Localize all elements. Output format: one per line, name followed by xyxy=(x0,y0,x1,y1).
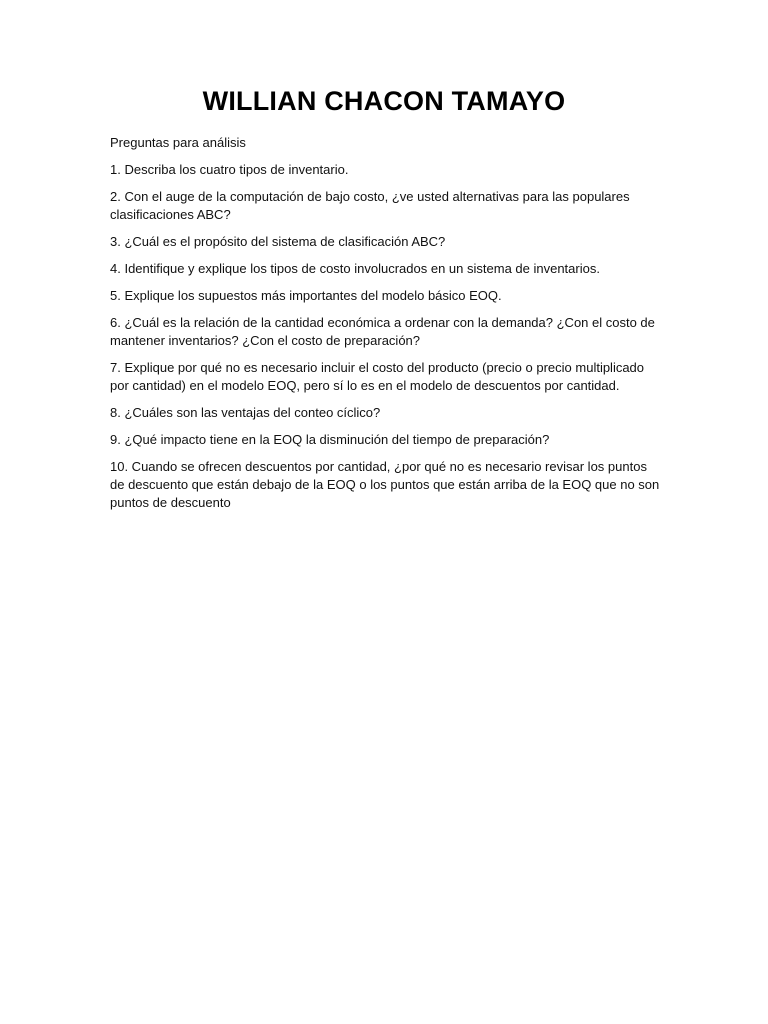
question-6: 6. ¿Cuál es la relación de la cantidad económica a ordenar con la demanda? ¿Con el costo de mantener inventarios? ¿Con el costo de preparación? xyxy=(110,315,655,348)
question-5: 5. Explique los supuestos más importantes del modelo básico EOQ. xyxy=(110,288,502,303)
question-7: 7. Explique por qué no es necesario incluir el costo del producto (precio o precio multiplicado por cantidad) en el modelo EOQ, pero sí lo es en el modelo de descuentos por cantidad. xyxy=(110,360,645,393)
question-2: 2. Con el auge de la computación de bajo costo, ¿ve usted alternativas para las populares clasificaciones ABC? xyxy=(110,189,630,222)
document-body xyxy=(110,134,660,521)
question-3: 3. ¿Cuál es el propósito del sistema de clasificación ABC? xyxy=(110,234,446,249)
question-10: 10. Cuando se ofrecen descuentos por cantidad, ¿por qué no es necesario revisar los puntos de descuento que están debajo de la EOQ o los puntos que están arriba de la EOQ que no son puntos de descuento xyxy=(110,459,660,510)
question-8: 8. ¿Cuáles son las ventajas del conteo cíclico? xyxy=(110,405,381,420)
question-9: 9. ¿Qué impacto tiene en la EOQ la disminución del tiempo de preparación? xyxy=(110,432,550,447)
question-4: 4. Identifique y explique los tipos de costo involucrados en un sistema de inventarios. xyxy=(110,261,600,276)
document-title: WILLIAN CHACON TAMAYO xyxy=(202,86,566,116)
question-1: 1. Describa los cuatro tipos de inventario. xyxy=(110,162,349,177)
section-heading: Preguntas para análisis xyxy=(110,135,246,150)
